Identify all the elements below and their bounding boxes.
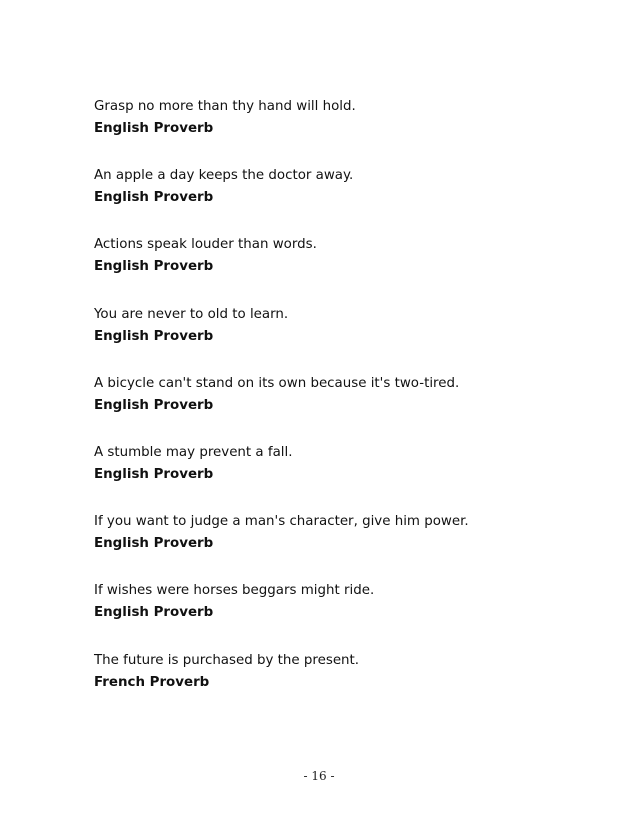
quote-source: English Proverb [94,121,214,136]
quote-text: You are never to old to learn. [94,306,289,322]
quote-source: French Proverb [94,674,210,690]
quote-text: If wishes were horses beggars might ride. [94,583,375,599]
quote-text: A bicycle can't stand on its own because it's two-tired. [94,375,460,391]
quote-entry [94,234,594,303]
quote-source: English Proverb [94,536,214,552]
quote-text: An apple a day keeps the doctor away. [94,168,354,184]
quote-source: English Proverb [94,605,214,621]
quote-source: English Proverb [94,397,214,413]
quote-text: If you want to judge a man's character, give him power. [94,514,469,530]
quote-list [94,96,594,719]
quote-text: The future is purchased by the present. [94,652,360,668]
quote-entry [94,442,594,511]
quote-entry [94,373,594,442]
quote-entry [94,165,594,234]
page-number: - 16 - [303,769,335,783]
quote-text: Actions speak louder than words. [94,237,317,253]
quote-entry [94,511,594,580]
quote-source: English Proverb [94,466,214,482]
quote-entry [94,580,594,649]
quote-entry [94,96,594,165]
quote-entry [94,650,594,719]
quote-source: English Proverb [94,328,214,344]
quote-source: English Proverb [94,190,214,206]
quote-entry [94,304,594,373]
quote-text: Grasp no more than thy hand will hold. [94,99,356,114]
quote-source: English Proverb [94,259,214,275]
quote-text: A stumble may prevent a fall. [94,444,293,460]
